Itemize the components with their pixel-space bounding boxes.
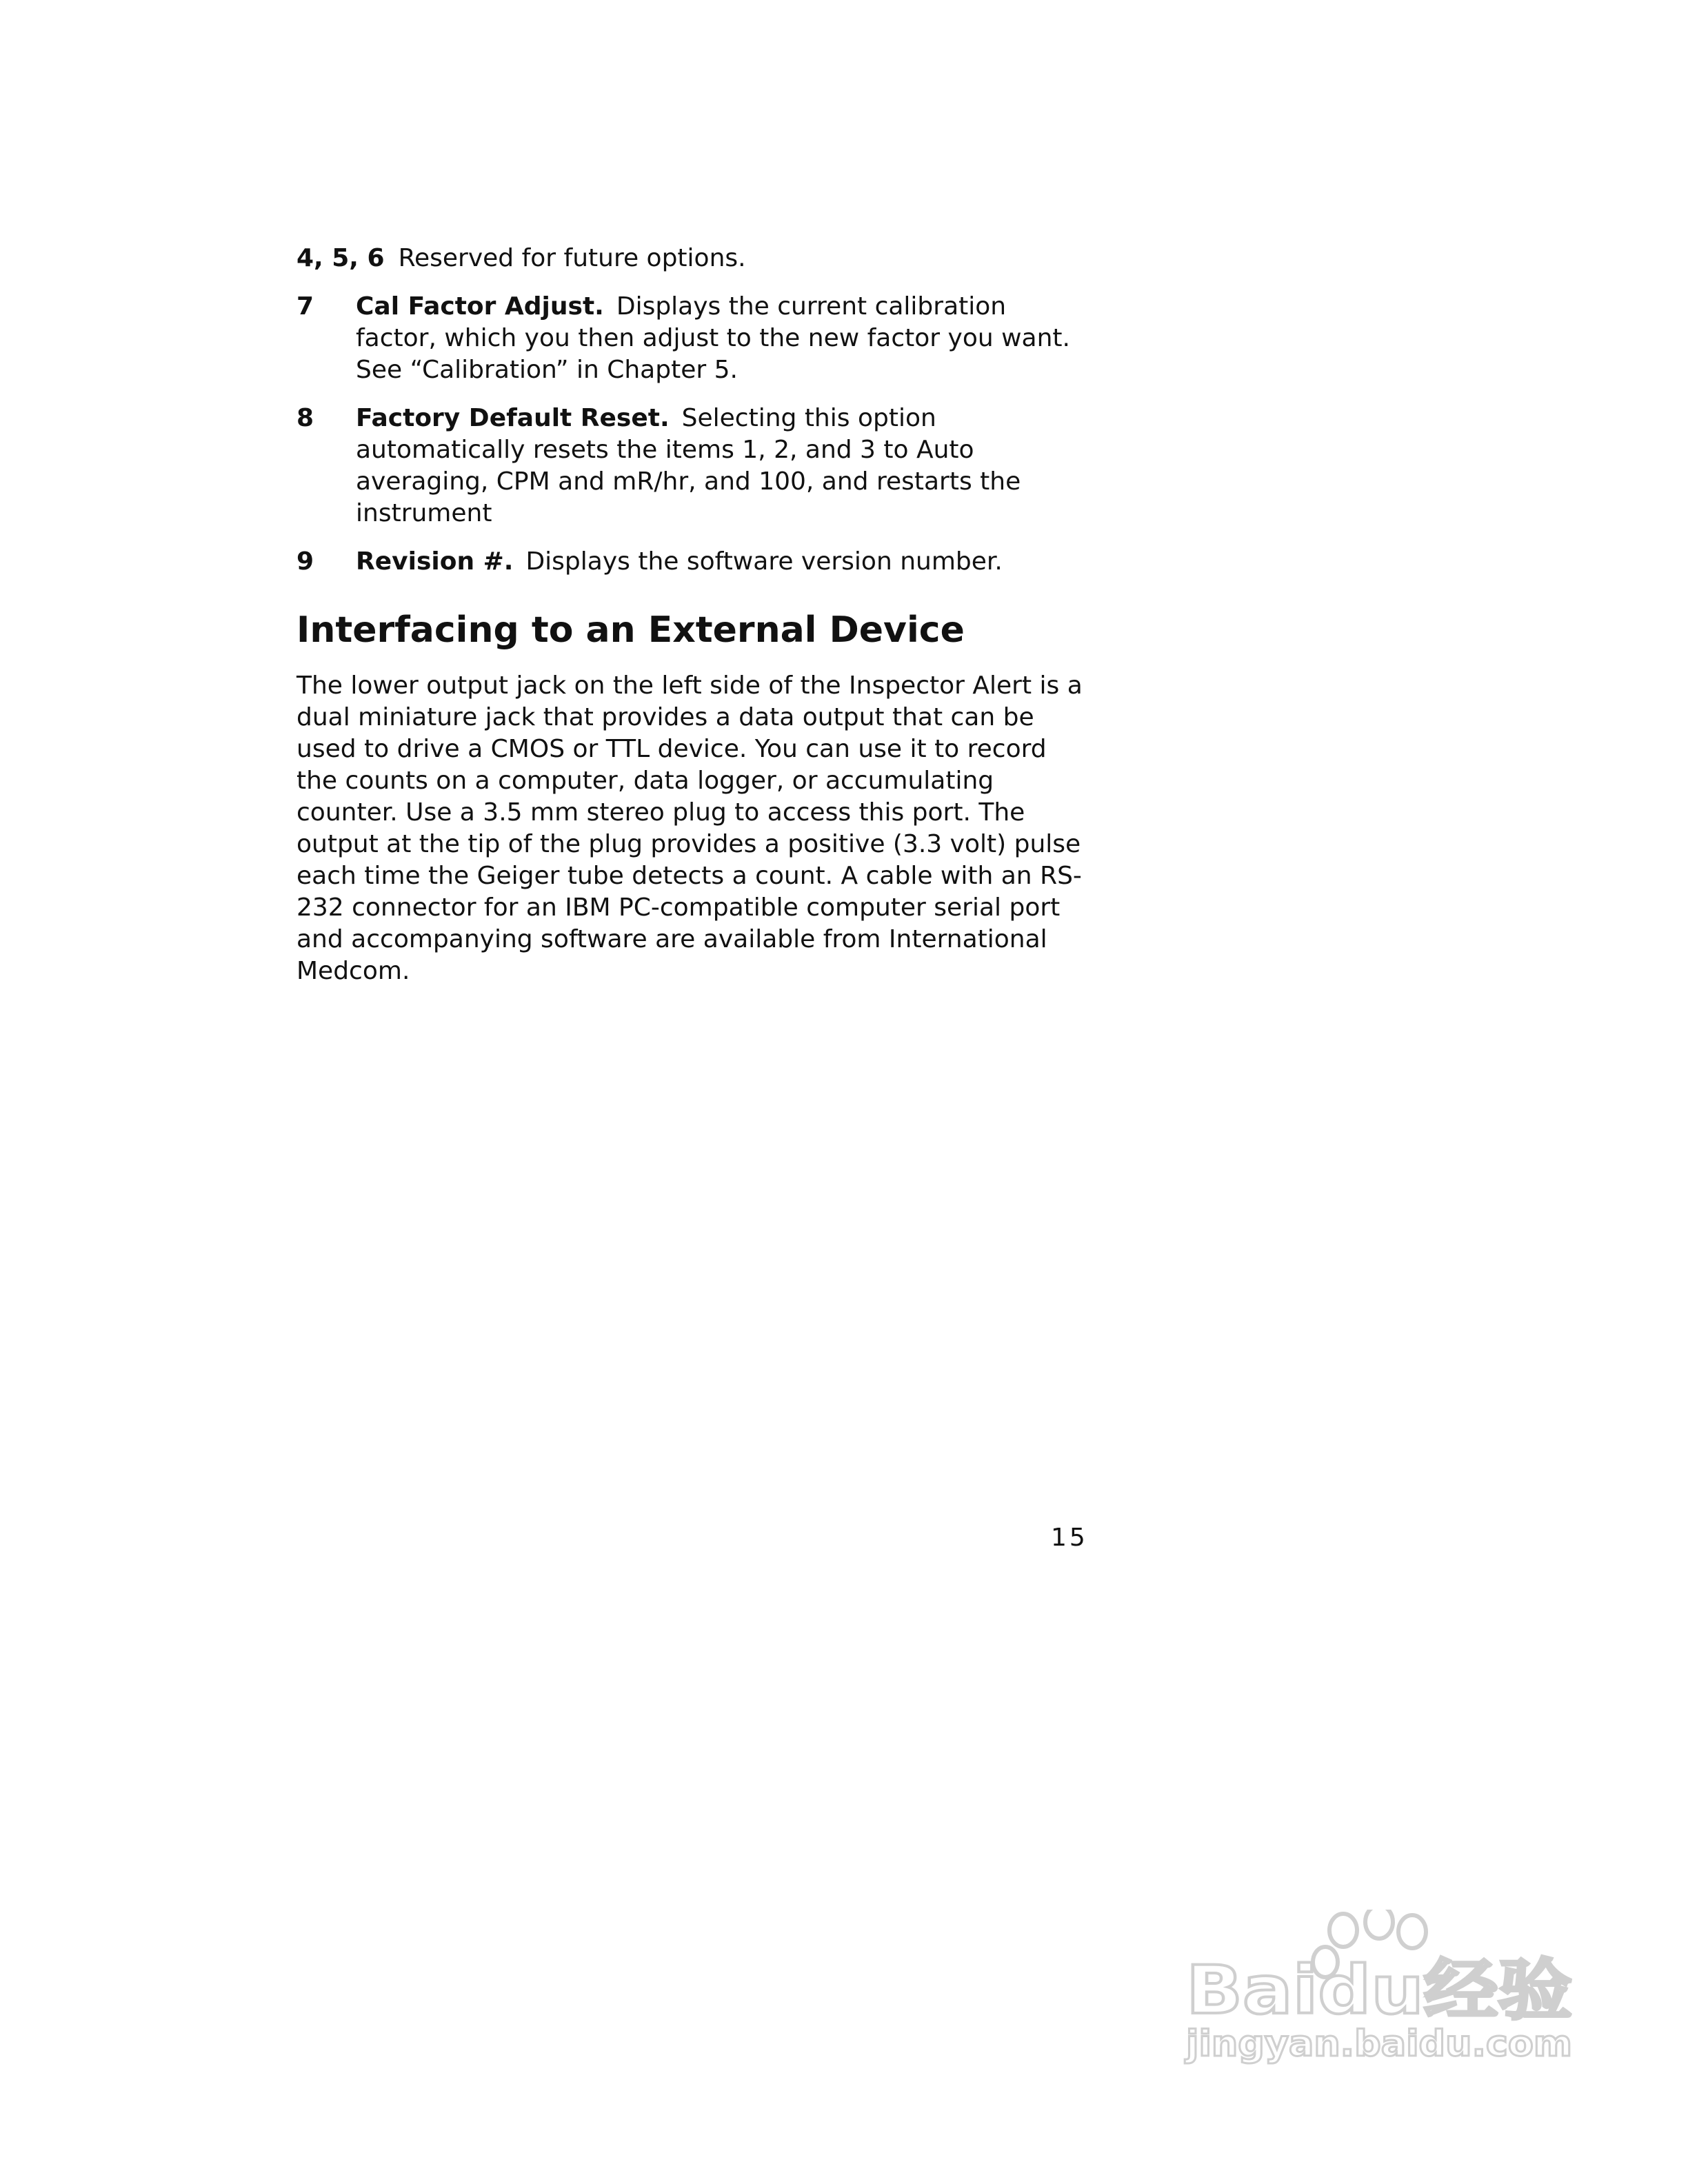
- page-number: 15: [1051, 1524, 1088, 1552]
- item-title: Revision #.: [356, 547, 514, 576]
- item-number: 9: [297, 547, 314, 576]
- page-content: [297, 243, 1089, 987]
- list-item-cal-factor: [297, 291, 1089, 386]
- item-text: Reserved for future options.: [398, 244, 746, 272]
- watermark-url: jingyan.baidu.com: [1184, 2023, 1572, 2065]
- baidu-jingyan-watermark: [1172, 1910, 1586, 2068]
- item-number: 7: [297, 292, 314, 321]
- body-paragraph: The lower output jack on the left side of the Inspector Alert is a dual miniature jack that provides a data output that can be used to drive a CMOS or TTL device. You can use it to record the counts on a computer, data logger, or accumulating counter. Use a 3.5 mm stereo plug to access this port. The output at the tip of the plug provides a positive (3.3 volt) pulse each time the Geiger tube detects a count. A cable with an RS-232 connector for an IBM PC-compatible computer serial port and accompanying software are available from International Medcom.: [297, 671, 1083, 985]
- item-body: [356, 291, 1089, 386]
- item-number: 4, 5, 6: [297, 244, 385, 272]
- item-title: Cal Factor Adjust.: [356, 292, 604, 321]
- item-number: 8: [297, 404, 314, 432]
- item-text: Displays the software version number.: [525, 547, 1003, 576]
- watermark-brand: Baidu经验: [1186, 1952, 1572, 2029]
- item-text: Selecting this option automatically resets the items 1, 2, and 3 to Auto averaging, CPM and mR/hr, and 100, and restarts the instrument: [356, 404, 1021, 527]
- section-heading: Interfacing to an External Device: [297, 609, 965, 651]
- item-body: [356, 546, 1089, 578]
- item-title: Factory Default Reset.: [356, 404, 670, 432]
- list-item-revision: [297, 546, 1089, 578]
- item-text: Displays the current calibration factor, which you then adjust to the new factor you want. See “Calibration” in Chapter 5.: [356, 292, 1070, 384]
- item-body: [356, 403, 1089, 529]
- list-item-reserved: [297, 243, 1089, 274]
- list-item-factory-reset: [297, 403, 1089, 529]
